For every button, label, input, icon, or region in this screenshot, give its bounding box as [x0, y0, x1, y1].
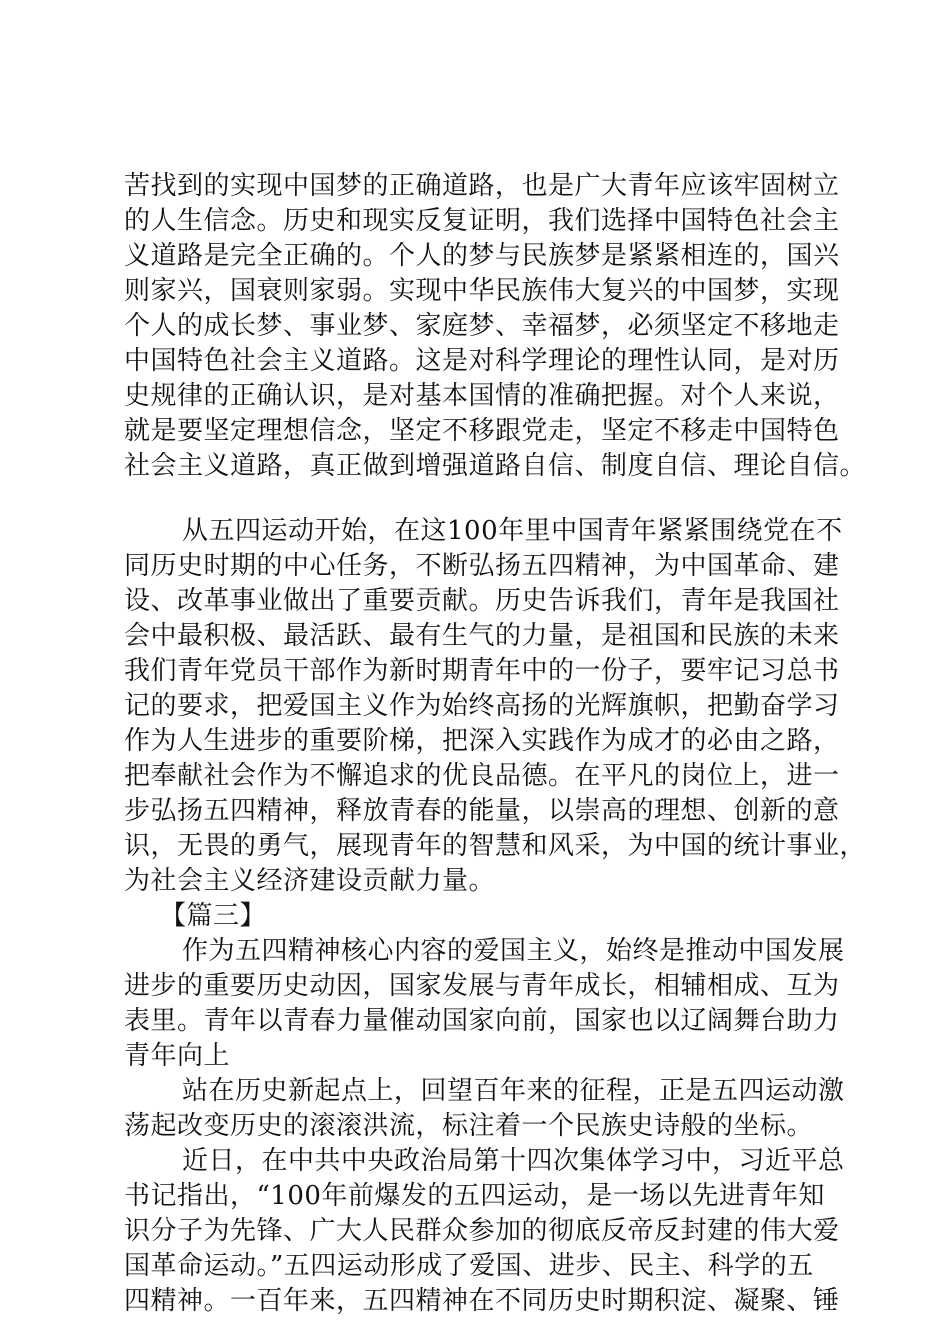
text-line: 国革命运动。”五四运动形成了爱国、进步、民主、科学的五: [124, 1251, 814, 1281]
text-line: 同历史时期的中心任务，不断弘扬五四精神，为中国革命、建: [124, 551, 840, 581]
text-line: 就是要坚定理想信念，坚定不移跟党走，坚定不移走中国特色: [124, 416, 840, 446]
text-line: 我们青年党员干部作为新时期青年中的一份子，要牢记习总书: [124, 656, 840, 686]
text-line: 表里。青年以青春力量催动国家向前，国家也以辽阔舞台助力: [124, 1006, 840, 1036]
text-line: 中国特色社会主义道路。这是对科学理论的理性认同，是对历: [124, 346, 840, 376]
text-line: 史规律的正确认识，是对基本国情的准确把握。对个人来说，: [124, 381, 840, 411]
text-line: 进步的重要历史动因，国家发展与青年成长，相辅相成、互为: [124, 971, 840, 1001]
text-line: 义道路是完全正确的。个人的梦与民族梦是紧紧相连的，国兴: [124, 241, 840, 271]
text-line: 青年向上: [124, 1041, 231, 1071]
text-line: 步弘扬五四精神，释放青春的能量，以崇高的理想、创新的意: [124, 796, 840, 826]
paragraph-start-line: 作为五四精神核心内容的爱国主义，始终是推动中国发展: [182, 936, 845, 966]
text-line: 荡起改变历史的滚滚洪流，标注着一个民族史诗般的坐标。: [124, 1111, 814, 1141]
text-line: 设、改革事业做出了重要贡献。历史告诉我们，青年是我国社: [124, 586, 840, 616]
paragraph-start-line: 站在历史新起点上，回望百年来的征程，正是五四运动激: [182, 1076, 845, 1106]
text-line: 记的要求，把爱国主义作为始终高扬的光辉旗帜，把勤奋学习: [124, 691, 840, 721]
text-line: 把奉献社会作为不懈追求的优良品德。在平凡的岗位上，进一: [124, 761, 840, 791]
text-line: 个人的成长梦、事业梦、家庭梦、幸福梦，必须坚定不移地走: [124, 311, 840, 341]
text-line: 会中最积极、最活跃、最有生气的力量，是祖国和民族的未来: [124, 621, 840, 651]
text-line: 苦找到的实现中国梦的正确道路，也是广大青年应该牢固树立: [124, 171, 840, 201]
text-line: 作为人生进步的重要阶梯，把深入实践作为成才的必由之路，: [124, 726, 840, 756]
paragraph-start-line: 从五四运动开始，在这100年里中国青年紧紧围绕党在不: [182, 516, 843, 546]
text-line: 则家兴，国衰则家弱。实现中华民族伟大复兴的中国梦，实现: [124, 276, 840, 306]
text-line: 书记指出，“100年前爆发的五四运动，是一场以先进青年知: [124, 1181, 825, 1211]
text-line: 识，无畏的勇气，展现青年的智慧和风采，为中国的统计事业，: [124, 831, 867, 861]
text-line: 识分子为先锋、广大人民群众参加的彻底反帝反封建的伟大爱: [124, 1216, 840, 1246]
text-line: 四精神。一百年来，五四精神在不同历史时期积淀、凝聚、锤: [124, 1286, 840, 1316]
text-line: 社会主义道路，真正做到增强道路自信、制度自信、理论自信。: [124, 451, 867, 481]
text-line: 为社会主义经济建设贡献力量。: [124, 866, 496, 896]
text-line: 的人生信念。历史和现实反复证明，我们选择中国特色社会主: [124, 206, 840, 236]
paragraph-start-line: 近日，在中共中央政治局第十四次集体学习中，习近平总: [182, 1146, 845, 1176]
section-heading: 【篇三】: [160, 901, 267, 931]
